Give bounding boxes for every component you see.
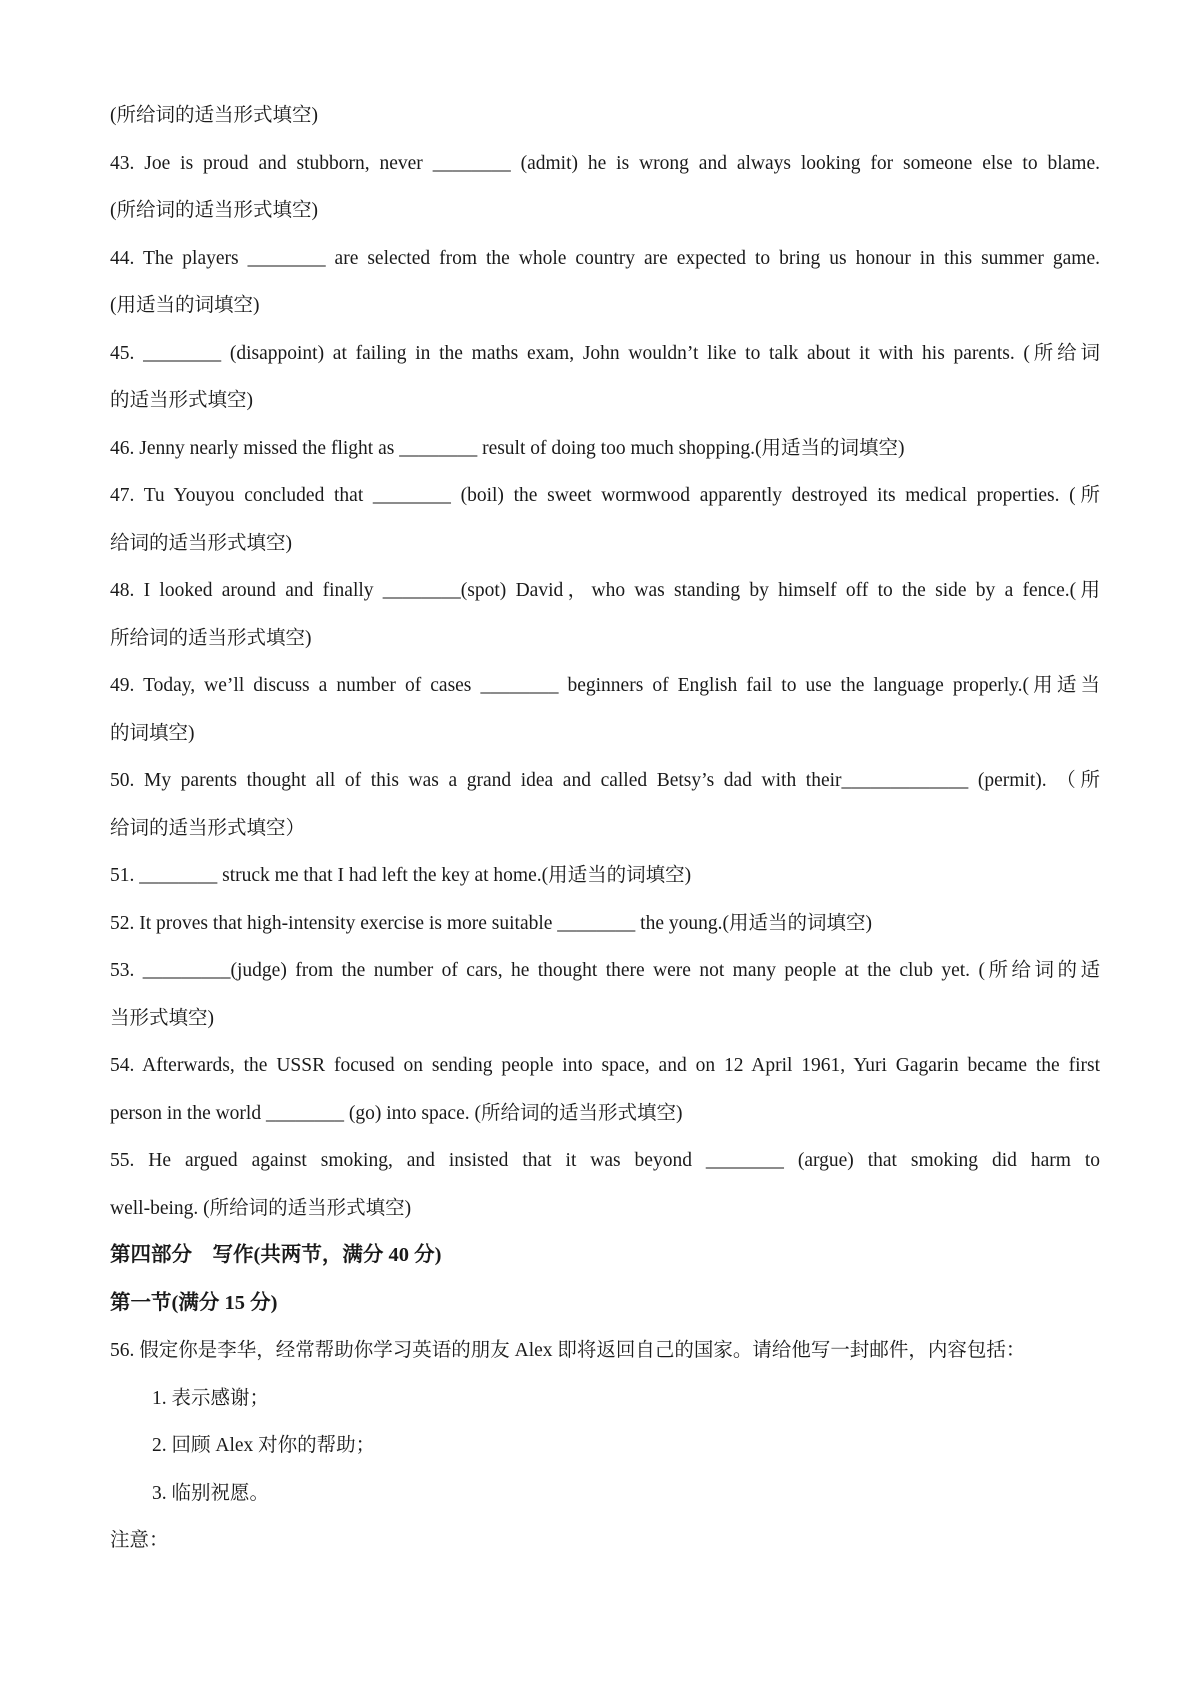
- q46-text: 46. Jenny nearly missed the flight as ________ result of doing too much shopping.(用适当的词填空): [110, 437, 905, 459]
- q45-instruction: 的适当形式填空): [110, 390, 253, 411]
- q43-instruction: (所给词的适当形式填空): [110, 200, 318, 221]
- q54-text: 54. Afterwards, the USSR focused on sending people into space, and on 12 April 1961, Yuri Gagarin became the first: [110, 1055, 1100, 1076]
- q51-text: 51. ________ struck me that I had left the key at home.(用适当的词填空): [110, 865, 692, 886]
- q56-prompt: 56. 假定你是李华，经常帮助你学习英语的朋友 Alex 即将返回自己的国家。请给他写一封邮件，内容包括：: [110, 1340, 1026, 1361]
- q53-text: 53. _________(judge) from the number of cars, he thought there were not many people at the club yet. (所给词的适: [110, 960, 1100, 981]
- q49-text: 49. Today, we’ll discuss a number of cases ________ beginners of English fail to use the language properly.(用适当: [110, 675, 1100, 696]
- q54-instruction: person in the world ________ (go) into space. (所给词的适当形式填空): [110, 1102, 683, 1124]
- q55-instruction: well-being. (所给词的适当形式填空): [110, 1197, 412, 1219]
- q56-note-label: 注意：: [110, 1530, 169, 1551]
- part-four-heading: 第四部分 写作(共两节，满分 40 分): [110, 1244, 442, 1266]
- q43-text: 43. Joe is proud and stubborn, never ________ (admit) he is wrong and always looking for someone else to blame.: [110, 152, 1100, 174]
- exam-page: [110, 92, 1100, 1565]
- q55-text: 55. He argued against smoking, and insisted that it was beyond ________ (argue) that smoking did harm to: [110, 1150, 1100, 1171]
- q50-instruction: 给词的适当形式填空）: [110, 817, 306, 839]
- q56-point-3: 3. 临别祝愿。: [152, 1482, 270, 1504]
- q45-text: 45. ________ (disappoint) at failing in the maths exam, John wouldn’t like to talk about it with his parents. (所给词: [110, 342, 1100, 364]
- q44-text: 44. The players ________ are selected from the whole country are expected to bring us honour in this summer game.: [110, 247, 1100, 269]
- q56-point-1: 1. 表示感谢；: [152, 1387, 270, 1409]
- q44-instruction: (用适当的词填空): [110, 295, 260, 316]
- q47-instruction: 给词的适当形式填空): [110, 532, 292, 554]
- q48-instruction: 所给词的适当形式填空): [110, 627, 312, 649]
- section-one-heading: 第一节(满分 15 分): [110, 1291, 278, 1314]
- q53-instruction: 当形式填空): [110, 1007, 214, 1029]
- q52-text: 52. It proves that high-intensity exercise is more suitable ________ the young.(用适当的词填空): [110, 912, 872, 934]
- q42-instruction: (所给词的适当形式填空): [110, 105, 318, 126]
- q47-text: 47. Tu Youyou concluded that ________ (boil) the sweet wormwood apparently destroyed its medical properties. (所: [110, 485, 1100, 506]
- q50-text: 50. My parents thought all of this was a grand idea and called Betsy’s dad with their_____________ (permit). （所: [110, 770, 1100, 791]
- q56-point-2: 2. 回顾 Alex 对你的帮助；: [152, 1435, 376, 1456]
- q48-text: 48. I looked around and finally ________(spot) David，who was standing by himself off to the side by a fence.(用: [110, 580, 1100, 601]
- q49-instruction: 的词填空): [110, 722, 195, 744]
